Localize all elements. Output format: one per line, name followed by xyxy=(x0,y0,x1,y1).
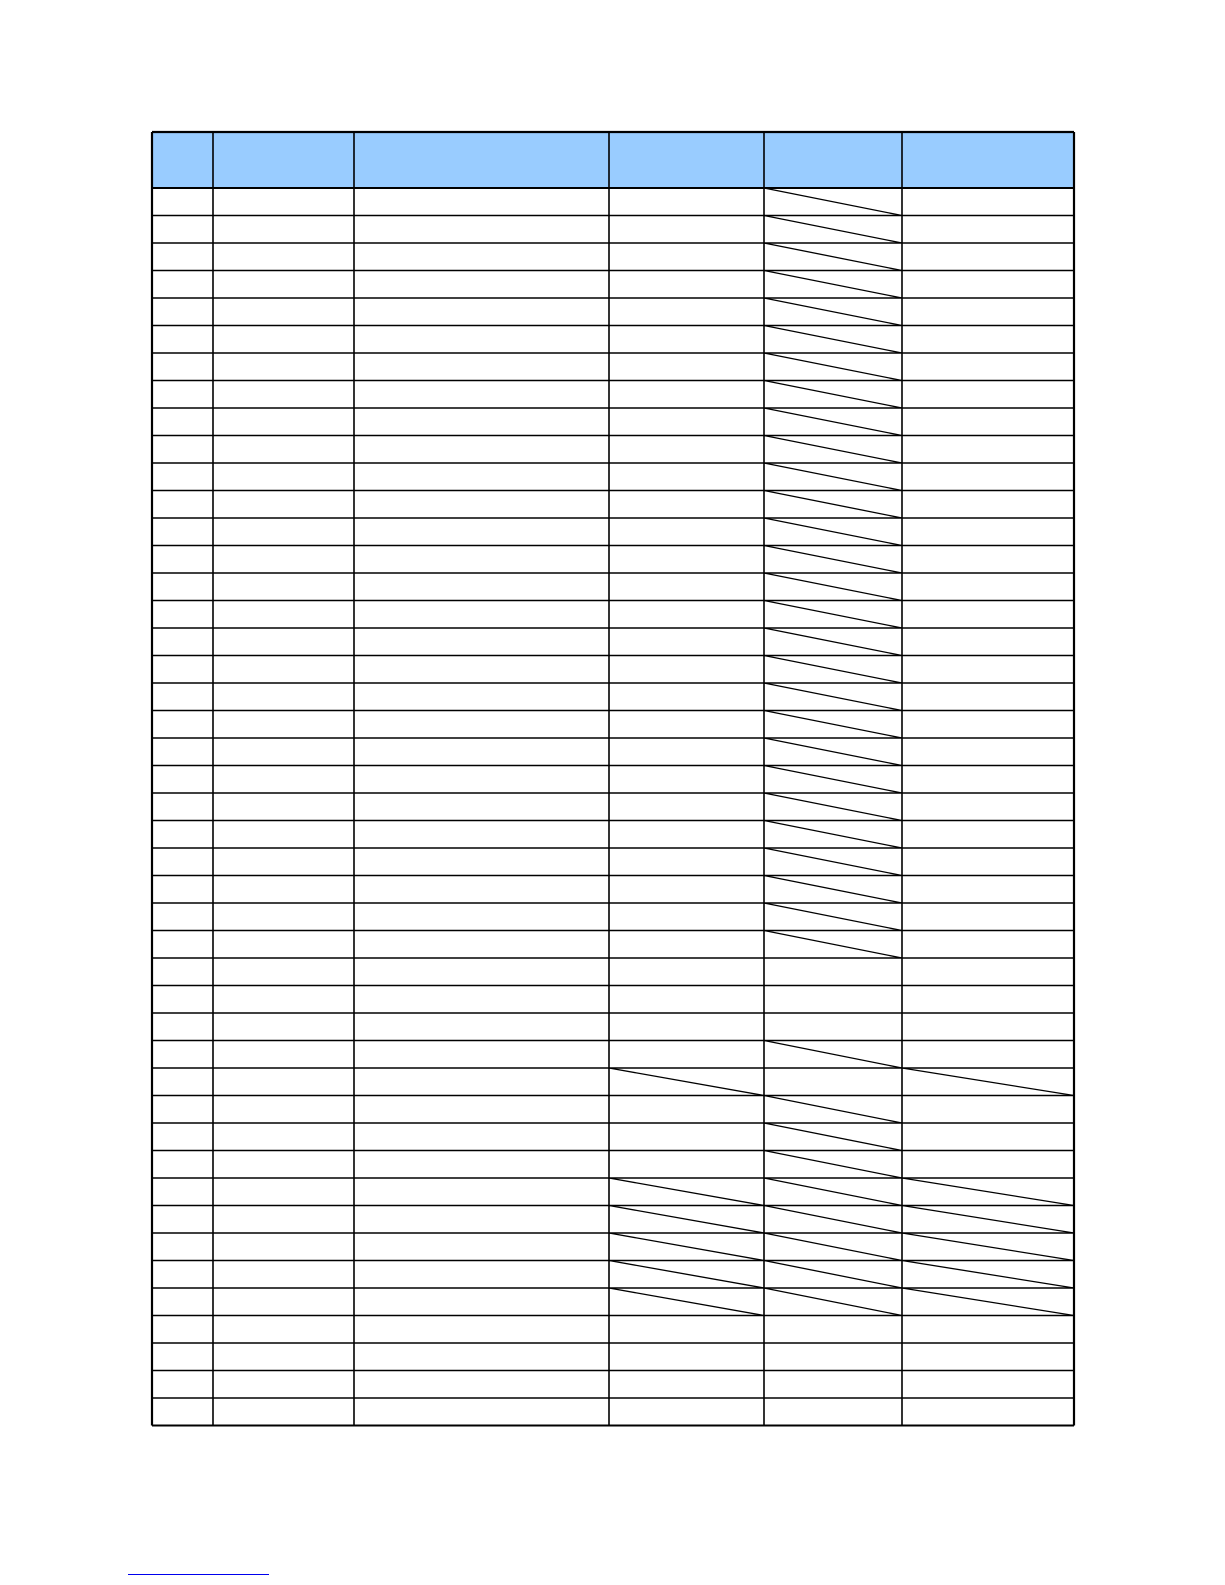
cell-strike-mark xyxy=(609,1233,764,1261)
cell-strike-mark xyxy=(764,1041,902,1069)
cell-strike-mark xyxy=(764,1288,902,1316)
cell-strike-mark xyxy=(764,683,902,711)
cell-strike-mark xyxy=(609,1288,764,1316)
cell-strike-mark xyxy=(764,326,902,354)
cell-strike-mark xyxy=(902,1288,1074,1316)
cell-strike-mark xyxy=(902,1233,1074,1261)
cell-strike-mark xyxy=(764,216,902,244)
cell-strike-mark xyxy=(764,188,902,216)
cell-strike-mark xyxy=(764,1233,902,1261)
cell-strike-mark xyxy=(764,1178,902,1206)
cell-strike-mark xyxy=(764,628,902,656)
cell-strike-mark xyxy=(764,1151,902,1179)
cell-strike-mark xyxy=(764,656,902,684)
cell-strike-mark xyxy=(764,793,902,821)
header-row xyxy=(152,132,1074,188)
cell-strike-mark xyxy=(902,1178,1074,1206)
cell-strike-mark xyxy=(764,546,902,574)
cell-strike-mark xyxy=(764,903,902,931)
cell-strike-mark xyxy=(902,1261,1074,1289)
cell-strike-mark xyxy=(764,491,902,519)
cell-strike-mark xyxy=(764,1261,902,1289)
cell-strike-mark xyxy=(609,1178,764,1206)
cell-strike-mark xyxy=(764,408,902,436)
cell-strike-mark xyxy=(764,573,902,601)
cell-strike-mark xyxy=(764,463,902,491)
cell-strike-mark xyxy=(609,1261,764,1289)
cell-strike-mark xyxy=(764,738,902,766)
cell-strike-mark xyxy=(609,1068,764,1096)
cell-strike-mark xyxy=(902,1206,1074,1234)
strike-marks xyxy=(609,188,1074,1316)
cell-strike-mark xyxy=(764,1206,902,1234)
cell-strike-mark xyxy=(764,436,902,464)
cell-strike-mark xyxy=(764,353,902,381)
cell-strike-mark xyxy=(764,1096,902,1124)
cell-strike-mark xyxy=(764,931,902,959)
cell-strike-mark xyxy=(764,711,902,739)
cell-strike-mark xyxy=(764,601,902,629)
cell-strike-mark xyxy=(609,1206,764,1234)
cell-strike-mark xyxy=(764,271,902,299)
cell-strike-mark xyxy=(764,848,902,876)
footer-link-underline[interactable] xyxy=(128,1574,269,1575)
cell-strike-mark xyxy=(764,821,902,849)
cell-strike-mark xyxy=(764,518,902,546)
cell-strike-mark xyxy=(764,1123,902,1151)
cell-strike-mark xyxy=(764,876,902,904)
cell-strike-mark xyxy=(764,298,902,326)
cell-strike-mark xyxy=(764,766,902,794)
cell-strike-mark xyxy=(764,243,902,271)
cell-strike-mark xyxy=(902,1068,1074,1096)
row-lines xyxy=(152,132,1074,1426)
cell-strike-mark xyxy=(764,381,902,409)
